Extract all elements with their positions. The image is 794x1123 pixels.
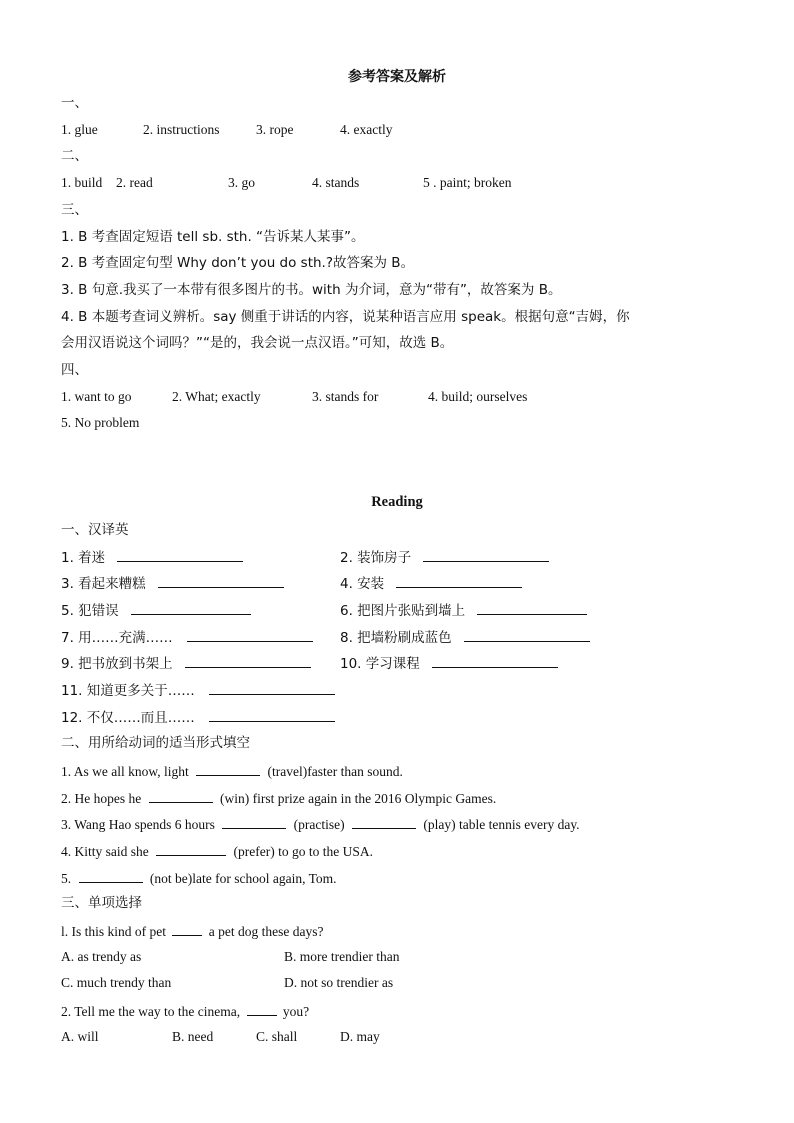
part-1-heading: 一、汉译英 [61,522,129,538]
section-2-heading: 二、 [61,148,88,164]
vocab-item-10: 10. 学习课程 [340,653,558,673]
vocab-item-1: 1. 着迷 [61,547,243,567]
answer-blank[interactable] [149,788,213,803]
explanation-2: 2. B 考查固定句型 Why don’t you do sth.?故答案为 B。 [61,255,415,271]
answer-blank[interactable] [209,707,335,722]
answer-item: 2. instructions [143,122,220,137]
answer-blank[interactable] [158,573,284,588]
choice-option[interactable]: B. need [172,1029,214,1044]
answer-blank[interactable] [222,814,286,829]
fill-question-2: 2. He hopes he (win) first prize again in the 2016 Olympic Games. [61,788,496,808]
answer-blank[interactable] [477,600,587,615]
vocab-item-2: 2. 装饰房子 [340,547,549,567]
section-4-heading: 四、 [61,362,88,378]
section-3-heading: 三、 [61,202,88,218]
answer-blank[interactable] [209,680,335,695]
answer-blank[interactable] [185,653,311,668]
answer-item: 2. read [116,175,153,190]
answer-item: 3. rope [256,122,294,137]
answer-item: 3. stands for [312,389,379,404]
choice-option[interactable]: A. will [61,1029,99,1044]
answer-item: 4. stands [312,175,360,190]
choice-question-1: l. Is this kind of pet a pet dog these days? [61,921,323,941]
answer-blank[interactable] [187,627,313,642]
reading-title: Reading [371,494,423,510]
part-3-heading: 三、单项选择 [61,895,142,911]
explanation-3: 3. B 句意.我买了一本带有很多图片的书。with 为介词，意为“带有”，故答案为 B。 [61,282,562,298]
choice-option[interactable]: D. not so trendier as [284,975,394,990]
vocab-item-11: 11. 知道更多关于…… [61,680,335,700]
answer-blank[interactable] [396,573,522,588]
answer-blank[interactable] [131,600,251,615]
answer-blank[interactable] [464,627,590,642]
choice-option[interactable]: B. more trendier than [284,949,400,964]
answer-item: 4. exactly [340,122,393,137]
answer-blank[interactable] [117,547,243,562]
part-2-heading: 二、用所给动词的适当形式填空 [61,735,250,751]
choice-option[interactable]: C. shall [256,1029,298,1044]
answer-item: 1. glue [61,122,98,137]
answer-item: 1. build [61,175,103,190]
answer-item: 1. want to go [61,389,132,404]
fill-question-4: 4. Kitty said she (prefer) to go to the USA. [61,841,373,861]
answer-blank[interactable] [423,547,549,562]
vocab-item-8: 8. 把墙粉刷成蓝色 [340,627,590,647]
vocab-item-5: 5. 犯错误 [61,600,251,620]
answer-blank[interactable] [352,814,416,829]
vocab-item-9: 9. 把书放到书架上 [61,653,311,673]
vocab-item-3: 3. 看起来糟糕 [61,573,284,593]
answer-item: 5 . paint; broken [423,175,512,190]
explanation-4-cont: 会用汉语说这个词吗？”“是的，我会说一点汉语。”可知，故选 B。 [61,335,454,351]
vocab-item-6: 6. 把图片张贴到墙上 [340,600,587,620]
vocab-item-7: 7. 用……充满…… [61,627,313,647]
answer-blank[interactable] [172,921,202,936]
fill-question-5: 5. (not be)late for school again, Tom. [61,868,337,888]
choice-question-2: 2. Tell me the way to the cinema, you? [61,1001,309,1021]
answer-item: 4. build; ourselves [428,389,528,404]
answer-title: 参考答案及解析 [348,69,446,85]
section-4-answer-5: 5. No problem [61,415,140,430]
choice-option[interactable]: A. as trendy as [61,949,142,964]
answer-item: 3. go [228,175,255,190]
answer-blank[interactable] [247,1001,277,1016]
explanation-4: 4. B 本题考查词义辨析。say 侧重于讲话的内容，说某种语言应用 speak。根据句意“吉姆，你 [61,309,630,325]
fill-question-1: 1. As we all know, light (travel)faster than sound. [61,761,403,781]
answer-blank[interactable] [156,841,226,856]
choice-option[interactable]: D. may [340,1029,380,1044]
answer-blank[interactable] [196,761,260,776]
answer-item: 2. What; exactly [172,389,261,404]
choice-option[interactable]: C. much trendy than [61,975,172,990]
answer-blank[interactable] [432,653,558,668]
section-1-heading: 一、 [61,95,88,111]
vocab-item-12: 12. 不仅……而且…… [61,707,335,727]
answer-blank[interactable] [79,868,143,883]
fill-question-3: 3. Wang Hao spends 6 hours (practise) (play) table tennis every day. [61,814,580,834]
vocab-item-4: 4. 安装 [340,573,522,593]
explanation-1: 1. B 考查固定短语 tell sb. sth. “告诉某人某事”。 [61,229,365,245]
